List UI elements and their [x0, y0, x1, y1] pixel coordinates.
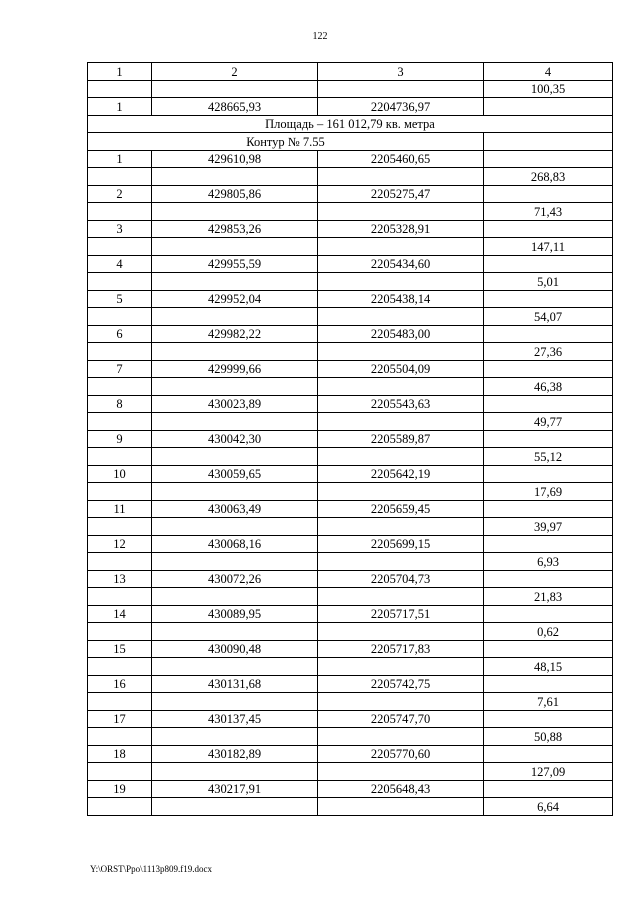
empty-cell — [484, 290, 613, 308]
y-coordinate: 2205328,91 — [318, 220, 484, 238]
distance-row — [88, 798, 613, 816]
x-coordinate: 430137,45 — [152, 710, 318, 728]
empty-cell — [484, 640, 613, 658]
empty-cell — [484, 98, 613, 116]
empty-cell — [152, 168, 318, 186]
empty-cell — [152, 80, 318, 98]
y-coordinate: 2205438,14 — [318, 290, 484, 308]
empty-cell — [152, 483, 318, 501]
empty-cell — [88, 308, 152, 326]
distance-row — [88, 658, 613, 676]
empty-cell — [318, 238, 484, 256]
empty-cell — [318, 518, 484, 536]
point-number: 5 — [88, 290, 152, 308]
empty-cell — [484, 780, 613, 798]
x-coordinate: 429610,98 — [152, 150, 318, 168]
empty-cell — [152, 658, 318, 676]
distance-cell: 268,83 — [484, 168, 613, 186]
distance-cell: 27,36 — [484, 343, 613, 361]
point-row — [88, 710, 613, 728]
empty-cell — [88, 728, 152, 746]
point-number: 17 — [88, 710, 152, 728]
empty-cell — [88, 483, 152, 501]
distance-row — [88, 203, 613, 221]
y-coordinate: 2205699,15 — [318, 535, 484, 553]
empty-cell — [484, 430, 613, 448]
distance-cell: 21,83 — [484, 588, 613, 606]
y-coordinate: 2205275,47 — [318, 185, 484, 203]
y-coordinate: 2205747,70 — [318, 710, 484, 728]
empty-cell — [318, 798, 484, 816]
y-coordinate: 2205483,00 — [318, 325, 484, 343]
distance-cell: 100,35 — [484, 80, 613, 98]
y-coordinate: 2205742,75 — [318, 675, 484, 693]
empty-cell — [484, 360, 613, 378]
distance-cell: 7,61 — [484, 693, 613, 711]
y-coordinate: 2205717,83 — [318, 640, 484, 658]
empty-cell — [88, 518, 152, 536]
point-number: 13 — [88, 570, 152, 588]
point-row — [88, 465, 613, 483]
distance-row — [88, 308, 613, 326]
point-number: 1 — [88, 150, 152, 168]
empty-cell — [88, 448, 152, 466]
distance-row — [88, 413, 613, 431]
empty-cell — [318, 343, 484, 361]
point-number: 11 — [88, 500, 152, 518]
empty-cell — [88, 798, 152, 816]
empty-cell — [318, 693, 484, 711]
point-number: 19 — [88, 780, 152, 798]
empty-cell — [484, 150, 613, 168]
distance-row — [88, 728, 613, 746]
empty-cell — [484, 395, 613, 413]
empty-cell — [318, 273, 484, 291]
distance-row — [88, 273, 613, 291]
distance-cell: 55,12 — [484, 448, 613, 466]
empty-cell — [318, 763, 484, 781]
point-number: 2 — [88, 185, 152, 203]
point-row — [88, 395, 613, 413]
x-coordinate: 429999,66 — [152, 360, 318, 378]
empty-cell — [318, 658, 484, 676]
contour-caption: Контур № 7.55 — [88, 133, 484, 151]
distance-cell: 46,38 — [484, 378, 613, 396]
area-caption: Площадь – 161 012,79 кв. метра — [88, 115, 613, 133]
empty-cell — [484, 255, 613, 273]
x-coordinate: 430089,95 — [152, 605, 318, 623]
distance-cell: 49,77 — [484, 413, 613, 431]
point-number: 4 — [88, 255, 152, 273]
x-coordinate: 428665,93 — [152, 98, 318, 116]
footer-file-path: Y:\ORST\Ppo\1113p809.f19.docx — [90, 864, 213, 874]
empty-cell — [88, 203, 152, 221]
empty-cell — [88, 658, 152, 676]
empty-cell — [484, 745, 613, 763]
x-coordinate: 430068,16 — [152, 535, 318, 553]
point-number: 18 — [88, 745, 152, 763]
empty-cell — [484, 570, 613, 588]
y-coordinate: 2205659,45 — [318, 500, 484, 518]
y-coordinate: 2205717,51 — [318, 605, 484, 623]
empty-cell — [484, 710, 613, 728]
distance-row — [88, 168, 613, 186]
point-row — [88, 360, 613, 378]
x-coordinate: 430217,91 — [152, 780, 318, 798]
x-coordinate: 429805,86 — [152, 185, 318, 203]
empty-cell — [152, 448, 318, 466]
empty-cell — [484, 605, 613, 623]
point-row — [88, 780, 613, 798]
empty-cell — [88, 378, 152, 396]
point-number: 1 — [88, 98, 152, 116]
area-caption-row — [88, 115, 613, 133]
distance-cell: 71,43 — [484, 203, 613, 221]
empty-cell — [88, 588, 152, 606]
empty-cell — [152, 378, 318, 396]
y-coordinate: 2205460,65 — [318, 150, 484, 168]
empty-cell — [484, 535, 613, 553]
point-row — [88, 220, 613, 238]
empty-cell — [88, 168, 152, 186]
point-row — [88, 325, 613, 343]
empty-cell — [484, 185, 613, 203]
point-number: 16 — [88, 675, 152, 693]
empty-cell — [318, 728, 484, 746]
empty-cell — [484, 325, 613, 343]
y-coordinate: 2205504,09 — [318, 360, 484, 378]
distance-cell: 5,01 — [484, 273, 613, 291]
empty-cell — [318, 203, 484, 221]
distance-row — [88, 693, 613, 711]
x-coordinate: 430090,48 — [152, 640, 318, 658]
distance-row — [88, 448, 613, 466]
y-coordinate: 2205642,19 — [318, 465, 484, 483]
point-row — [88, 290, 613, 308]
point-row — [88, 98, 613, 116]
point-row — [88, 745, 613, 763]
distance-cell: 6,93 — [484, 553, 613, 571]
empty-cell — [318, 80, 484, 98]
header-cell-1: 1 — [88, 63, 152, 81]
point-number: 9 — [88, 430, 152, 448]
y-coordinate: 2205589,87 — [318, 430, 484, 448]
point-number: 3 — [88, 220, 152, 238]
x-coordinate: 429853,26 — [152, 220, 318, 238]
empty-cell — [318, 483, 484, 501]
x-coordinate: 429955,59 — [152, 255, 318, 273]
empty-cell — [152, 623, 318, 641]
empty-cell — [318, 553, 484, 571]
distance-row — [88, 553, 613, 571]
empty-cell — [88, 623, 152, 641]
point-row — [88, 150, 613, 168]
empty-cell — [318, 308, 484, 326]
empty-cell — [484, 220, 613, 238]
empty-cell — [318, 378, 484, 396]
empty-cell — [484, 500, 613, 518]
x-coordinate: 430182,89 — [152, 745, 318, 763]
table-header-row — [88, 63, 613, 81]
x-coordinate: 430023,89 — [152, 395, 318, 413]
x-coordinate: 429982,22 — [152, 325, 318, 343]
distance-row — [88, 238, 613, 256]
empty-cell — [318, 623, 484, 641]
y-coordinate: 2205704,73 — [318, 570, 484, 588]
point-number: 6 — [88, 325, 152, 343]
empty-cell — [152, 728, 318, 746]
point-number: 14 — [88, 605, 152, 623]
distance-cell: 48,15 — [484, 658, 613, 676]
empty-cell — [484, 465, 613, 483]
empty-cell — [152, 798, 318, 816]
distance-row — [88, 378, 613, 396]
empty-cell — [484, 133, 613, 151]
x-coordinate: 430059,65 — [152, 465, 318, 483]
point-number: 15 — [88, 640, 152, 658]
distance-cell: 6,64 — [484, 798, 613, 816]
header-cell-2: 2 — [152, 63, 318, 81]
empty-cell — [88, 80, 152, 98]
point-row — [88, 255, 613, 273]
distance-row — [88, 763, 613, 781]
y-coordinate: 2205434,60 — [318, 255, 484, 273]
x-coordinate: 430063,49 — [152, 500, 318, 518]
point-row — [88, 430, 613, 448]
empty-cell — [152, 203, 318, 221]
distance-row — [88, 588, 613, 606]
point-row — [88, 605, 613, 623]
point-number: 10 — [88, 465, 152, 483]
distance-cell: 50,88 — [484, 728, 613, 746]
point-number: 7 — [88, 360, 152, 378]
empty-cell — [318, 448, 484, 466]
contour-caption-row — [88, 133, 613, 151]
distance-row — [88, 518, 613, 536]
distance-cell: 39,97 — [484, 518, 613, 536]
empty-cell — [318, 168, 484, 186]
empty-cell — [88, 553, 152, 571]
distance-cell: 147,11 — [484, 238, 613, 256]
x-coordinate: 429952,04 — [152, 290, 318, 308]
empty-cell — [88, 343, 152, 361]
distance-row — [88, 623, 613, 641]
point-row — [88, 500, 613, 518]
empty-cell — [484, 675, 613, 693]
point-row — [88, 570, 613, 588]
point-number: 8 — [88, 395, 152, 413]
header-cell-3: 3 — [318, 63, 484, 81]
x-coordinate: 430042,30 — [152, 430, 318, 448]
empty-cell — [88, 763, 152, 781]
empty-cell — [152, 308, 318, 326]
y-coordinate: 2205543,63 — [318, 395, 484, 413]
point-row — [88, 640, 613, 658]
empty-cell — [152, 238, 318, 256]
header-cell-4: 4 — [484, 63, 613, 81]
page-number: 122 — [312, 31, 328, 42]
distance-row — [88, 80, 613, 98]
y-coordinate: 2205648,43 — [318, 780, 484, 798]
empty-cell — [88, 273, 152, 291]
point-row — [88, 535, 613, 553]
x-coordinate: 430131,68 — [152, 675, 318, 693]
empty-cell — [318, 588, 484, 606]
empty-cell — [88, 238, 152, 256]
distance-row — [88, 483, 613, 501]
x-coordinate: 430072,26 — [152, 570, 318, 588]
empty-cell — [152, 343, 318, 361]
empty-cell — [152, 273, 318, 291]
empty-cell — [88, 413, 152, 431]
distance-cell: 127,09 — [484, 763, 613, 781]
y-coordinate: 2204736,97 — [318, 98, 484, 116]
point-number: 12 — [88, 535, 152, 553]
empty-cell — [152, 693, 318, 711]
empty-cell — [152, 413, 318, 431]
distance-row — [88, 343, 613, 361]
distance-cell: 0,62 — [484, 623, 613, 641]
distance-cell: 17,69 — [484, 483, 613, 501]
empty-cell — [152, 553, 318, 571]
empty-cell — [318, 413, 484, 431]
empty-cell — [152, 518, 318, 536]
coordinates-table — [87, 62, 613, 816]
distance-cell: 54,07 — [484, 308, 613, 326]
point-row — [88, 675, 613, 693]
point-row — [88, 185, 613, 203]
empty-cell — [88, 693, 152, 711]
empty-cell — [152, 763, 318, 781]
empty-cell — [152, 588, 318, 606]
y-coordinate: 2205770,60 — [318, 745, 484, 763]
